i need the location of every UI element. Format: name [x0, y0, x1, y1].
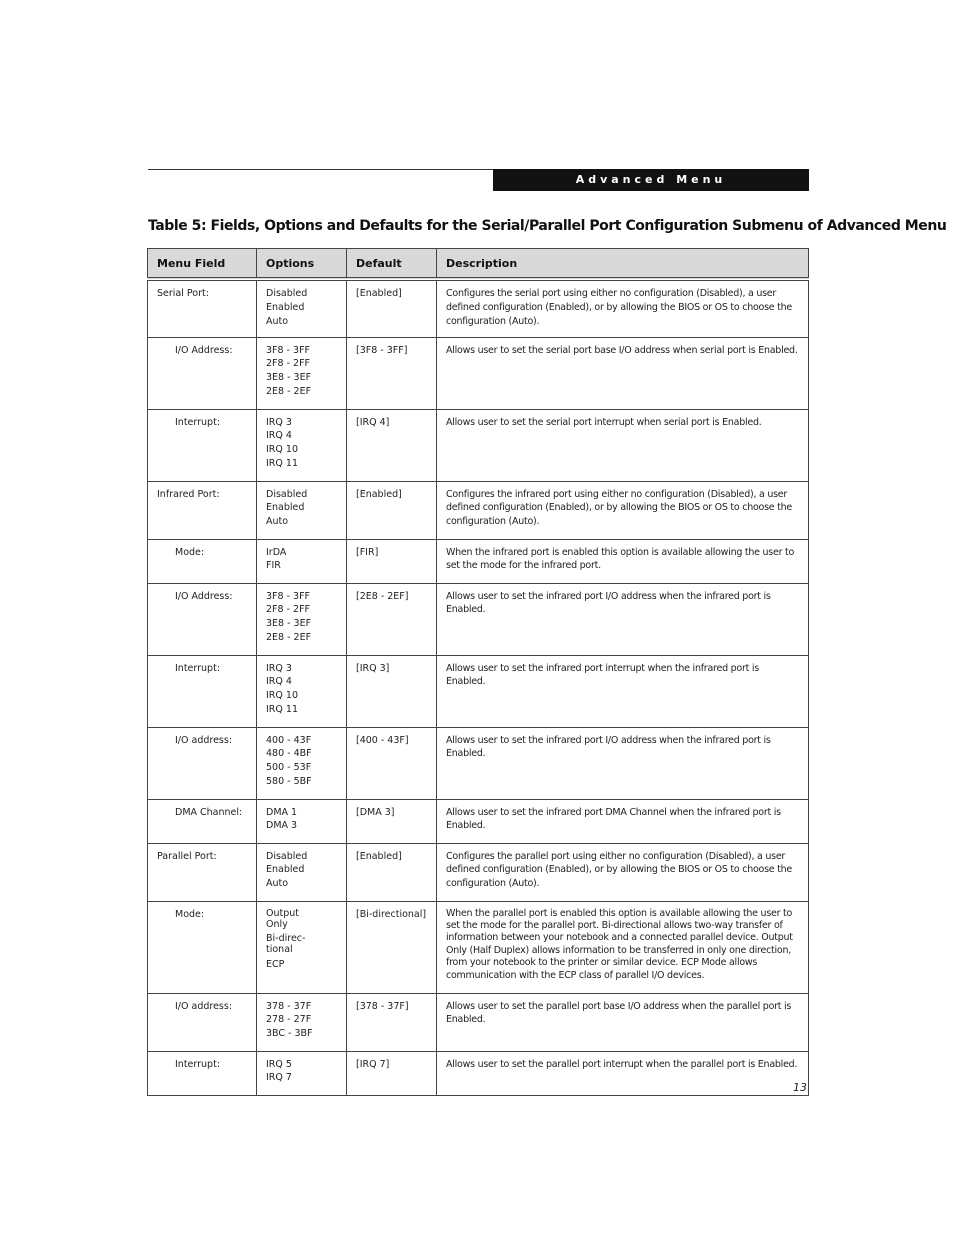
cell-description: Allows user to set the serial port base I/O address when serial port is Enabled.	[437, 337, 809, 409]
table-row	[148, 655, 809, 727]
option-value: Auto	[266, 878, 289, 890]
cell-default: [IRQ 3]	[347, 655, 437, 727]
cell-options	[257, 409, 347, 481]
option-value: IRQ 4	[266, 430, 292, 442]
option-value: 400 - 43F	[266, 734, 312, 746]
table-row	[148, 583, 809, 655]
cell-options	[257, 843, 347, 901]
option-value: 2E8 - 2EF	[266, 631, 312, 643]
cell-menu-field: I/O address:	[148, 727, 257, 799]
option-value: IRQ 3	[266, 662, 292, 674]
cell-menu-field: Interrupt:	[148, 409, 257, 481]
option-value: IRQ 3	[266, 416, 292, 428]
table-row	[148, 843, 809, 901]
column-header-options: Options	[257, 249, 347, 280]
cell-description: Allows user to set the serial port interrupt when serial port is Enabled.	[437, 409, 809, 481]
cell-menu-field: Mode:	[148, 901, 257, 993]
option-value: IRQ 11	[266, 457, 298, 469]
cell-menu-field: Parallel Port:	[148, 843, 257, 901]
option-value: 278 - 27F	[266, 1014, 312, 1026]
option-value: Disabled	[266, 288, 308, 299]
cell-options	[257, 727, 347, 799]
table-row	[148, 799, 809, 843]
option-value: FIR	[266, 560, 281, 572]
cell-menu-field: I/O Address:	[148, 337, 257, 409]
table-header-row	[148, 249, 809, 280]
cell-options	[257, 1051, 347, 1095]
cell-default: [DMA 3]	[347, 799, 437, 843]
table-row	[148, 481, 809, 539]
cell-description: When the parallel port is enabled this option is available allowing the user to set the mode for the parallel port. Bi-directional allows two-way transfer of information between your notebook and a connected parallel device. Output Only (Half Duplex) allows information to be transferred in only one direction, from your notebook to the printer or similar device. ECP Mode allows communication with the ECP class of parallel I/O devices.	[437, 901, 809, 993]
table-body	[148, 279, 809, 1095]
cell-description: Configures the parallel port using either no configuration (Disabled), a user defined configuration (Enabled), or by allowing the BIOS or OS to choose the configuration (Auto).	[437, 843, 809, 901]
option-value: Enabled	[266, 301, 305, 313]
option-value: 2F8 - 2FF	[266, 358, 310, 370]
cell-description: Allows user to set the infrared port interrupt when the infrared port is Enabled.	[437, 655, 809, 727]
option-value: IRQ 4	[266, 676, 292, 688]
table-row	[148, 409, 809, 481]
table-row	[148, 1051, 809, 1095]
option-value: 3F8 - 3FF	[266, 590, 310, 602]
settings-table	[147, 248, 809, 1096]
table-row	[148, 993, 809, 1051]
column-header-menu-field: Menu Field	[148, 249, 257, 280]
option-value: Auto	[266, 315, 289, 327]
cell-description: Allows user to set the infrared port I/O address when the infrared port is Enabled.	[437, 727, 809, 799]
option-value: ECP	[266, 958, 285, 970]
option-value: Auto	[266, 516, 289, 528]
table-row	[148, 337, 809, 409]
cell-options	[257, 993, 347, 1051]
option-value: IRQ 5	[266, 1058, 292, 1070]
option-value: 500 - 53F	[266, 762, 312, 774]
cell-default: [378 - 37F]	[347, 993, 437, 1051]
cell-menu-field: Infrared Port:	[148, 481, 257, 539]
cell-options	[257, 583, 347, 655]
cell-menu-field: I/O Address:	[148, 583, 257, 655]
cell-default: [Enabled]	[347, 279, 437, 337]
cell-default: [IRQ 4]	[347, 409, 437, 481]
option-value: Disabled	[266, 850, 308, 862]
cell-default: [2E8 - 2EF]	[347, 583, 437, 655]
cell-description: Allows user to set the parallel port interrupt when the parallel port is Enabled.	[437, 1051, 809, 1095]
cell-description: Allows user to set the parallel port base I/O address when the parallel port is Enabled.	[437, 993, 809, 1051]
section-header: Advanced Menu	[493, 169, 809, 191]
option-value: 3F8 - 3FF	[266, 344, 310, 356]
cell-default: [400 - 43F]	[347, 727, 437, 799]
cell-menu-field: DMA Channel:	[148, 799, 257, 843]
cell-default: [Enabled]	[347, 481, 437, 539]
cell-default: [FIR]	[347, 539, 437, 583]
column-header-default: Default	[347, 249, 437, 280]
table-row	[148, 279, 809, 337]
option-value: Disabled	[266, 488, 308, 500]
cell-default: [Enabled]	[347, 843, 437, 901]
option-value: Enabled	[266, 864, 305, 876]
cell-description: Configures the infrared port using either no configuration (Disabled), a user defined configuration (Enabled), or by allowing the BIOS or OS to choose the configuration (Auto).	[437, 481, 809, 539]
cell-description: Allows user to set the infrared port DMA Channel when the infrared port is Enabled.	[437, 799, 809, 843]
option-value: 3BC - 3BF	[266, 1028, 313, 1040]
option-value: IrDA	[266, 546, 287, 558]
cell-options	[257, 655, 347, 727]
table-row	[148, 727, 809, 799]
option-value: Bi-direc-tional	[266, 932, 306, 955]
option-value: 580 - 5BF	[266, 775, 312, 787]
cell-options	[257, 481, 347, 539]
option-value: 3E8 - 3EF	[266, 372, 312, 384]
cell-options	[257, 539, 347, 583]
option-value: Output Only	[266, 907, 299, 930]
cell-default: [IRQ 7]	[347, 1051, 437, 1095]
option-value: 480 - 4BF	[266, 748, 312, 760]
option-value: DMA 1	[266, 806, 298, 818]
column-header-description: Description	[437, 249, 809, 280]
table-row	[148, 901, 809, 993]
table-title: Table 5: Fields, Options and Defaults for the Serial/Parallel Port Configuration Submenu of Advanced Menu	[148, 218, 947, 234]
cell-menu-field: Serial Port:	[148, 279, 257, 337]
cell-options	[257, 901, 347, 993]
option-value: DMA 3	[266, 820, 298, 832]
table-row	[148, 539, 809, 583]
cell-options	[257, 279, 347, 337]
cell-description: Allows user to set the infrared port I/O address when the infrared port is Enabled.	[437, 583, 809, 655]
option-value: IRQ 11	[266, 703, 298, 715]
cell-options	[257, 337, 347, 409]
option-value: IRQ 10	[266, 444, 298, 456]
cell-menu-field: I/O address:	[148, 993, 257, 1051]
option-value: 3E8 - 3EF	[266, 618, 312, 630]
cell-menu-field: Interrupt:	[148, 1051, 257, 1095]
cell-description: Configures the serial port using either no configuration (Disabled), a user defined configuration (Enabled), or by allowing the BIOS or OS to choose the configuration (Auto).	[437, 279, 809, 337]
cell-menu-field: Mode:	[148, 539, 257, 583]
option-value: 2E8 - 2EF	[266, 385, 312, 397]
option-value: IRQ 10	[266, 690, 298, 702]
cell-default: [Bi-directional]	[347, 901, 437, 993]
page-number: 13	[793, 1081, 807, 1094]
cell-default: [3F8 - 3FF]	[347, 337, 437, 409]
cell-description: When the infrared port is enabled this option is available allowing the user to set the mode for the infrared port.	[437, 539, 809, 583]
option-value: 2F8 - 2FF	[266, 604, 310, 616]
option-value: Enabled	[266, 502, 305, 514]
option-value: 378 - 37F	[266, 1000, 312, 1012]
cell-options	[257, 799, 347, 843]
option-value: IRQ 7	[266, 1072, 292, 1084]
cell-menu-field: Interrupt:	[148, 655, 257, 727]
